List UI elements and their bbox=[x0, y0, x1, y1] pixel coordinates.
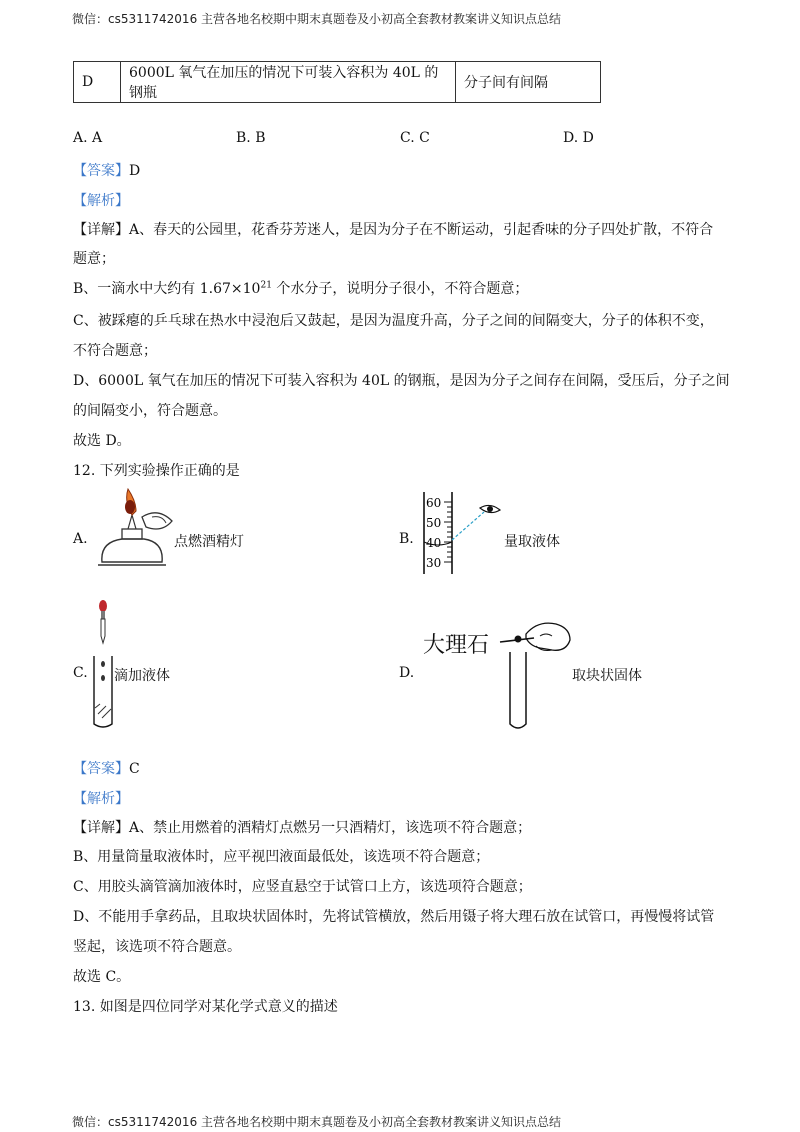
detail-text: A、禁止用燃着的酒精灯点燃另一只酒精灯，该选项不符合题意； bbox=[129, 820, 532, 836]
figure-label-marble: 大理石 bbox=[423, 633, 490, 658]
choice-a: A. A bbox=[73, 130, 103, 146]
tick-label: 30 bbox=[426, 556, 442, 570]
choice-b: B. B bbox=[236, 130, 266, 146]
dropper-figure bbox=[92, 598, 118, 730]
option-c-label: 滴加液体 bbox=[114, 668, 170, 684]
graduated-cylinder-figure bbox=[418, 490, 508, 576]
detail-line: 题意； bbox=[73, 251, 115, 267]
detail-text: 个水分子，说明分子很小，不符合题意； bbox=[271, 281, 529, 297]
detail-line: C、用胶头滴管滴加液体时，应竖直悬空于试管口上方，该选项符合题意； bbox=[73, 879, 532, 895]
detail-line: C、被踩瘪的乒乓球在热水中浸泡后又鼓起，是因为温度升高，分子之间的间隔变大，分子的体积不变， bbox=[73, 313, 714, 329]
detail-tag: 【详解】 bbox=[73, 222, 129, 238]
detail-line bbox=[73, 219, 713, 239]
answer-value: C bbox=[129, 761, 140, 777]
option-a-letter: A. bbox=[73, 531, 88, 547]
detail-text: B、一滴水中大约有 1.67×10 bbox=[73, 281, 261, 297]
detail-line: 不符合题意； bbox=[73, 343, 157, 359]
answer-line bbox=[73, 758, 140, 778]
detail-text: A、春天的公园里，花香芬芳迷人，是因为分子在不断运动，引起香味的分子四处扩散，不符合 bbox=[129, 222, 714, 238]
answer-line bbox=[73, 160, 140, 180]
question-stem: 13. 如图是四位同学对某化学式意义的描述 bbox=[73, 999, 338, 1015]
detail-line: 竖起，该选项不符合题意。 bbox=[73, 939, 241, 955]
option-b-letter: B. bbox=[399, 531, 414, 547]
detail-line bbox=[73, 278, 528, 298]
answer-tag: 【答案】 bbox=[73, 163, 129, 179]
table-cell: 6000L 氧气在加压的情况下可装入容积为 40L 的钢瓶 bbox=[121, 62, 456, 103]
detail-line: 的间隔变小，符合题意。 bbox=[73, 403, 227, 419]
tick-label: 40 bbox=[426, 536, 442, 550]
conclusion: 故选 D。 bbox=[73, 433, 131, 449]
option-d-letter: D. bbox=[399, 665, 415, 681]
tick-label: 50 bbox=[426, 516, 442, 530]
answer-tag: 【答案】 bbox=[73, 761, 129, 777]
superscript: 21 bbox=[260, 280, 272, 291]
question-stem: 12. 下列实验操作正确的是 bbox=[73, 463, 240, 479]
table-cell: 分子间有间隔 bbox=[456, 62, 601, 103]
option-a-label: 点燃酒精灯 bbox=[174, 534, 244, 550]
answer-value: D bbox=[129, 163, 141, 179]
hand-icon bbox=[526, 623, 570, 650]
detail-tag: 【详解】 bbox=[73, 820, 129, 836]
option-table bbox=[73, 61, 601, 103]
page-header: 微信：cs5311742016 主营各地名校期中期末真题卷及小初高全套教材教案讲义知识点总结 bbox=[72, 12, 562, 26]
analysis-tag: 【解析】 bbox=[73, 193, 129, 209]
choice-c: C. C bbox=[400, 130, 430, 146]
detail-line: D、6000L 氧气在加压的情况下可装入容积为 40L 的钢瓶，是因为分子之间存在间隔，受压后，分子之间 bbox=[73, 373, 730, 389]
tick-label: 60 bbox=[426, 496, 442, 510]
detail-line: D、不能用手拿药品，且取块状固体时，先将试管横放，然后用镊子将大理石放在试管口，再慢慢将试管 bbox=[73, 909, 715, 925]
detail-line: B、用量筒量取液体时，应平视凹液面最低处，该选项不符合题意； bbox=[73, 849, 490, 865]
option-b-label: 量取液体 bbox=[504, 534, 560, 550]
option-c-letter: C. bbox=[73, 665, 88, 681]
analysis-tag: 【解析】 bbox=[73, 791, 129, 807]
table-row bbox=[74, 62, 601, 103]
table-cell: D bbox=[74, 62, 121, 103]
detail-line bbox=[73, 817, 531, 837]
page-footer: 微信：cs5311742016 主营各地名校期中期末真题卷及小初高全套教材教案讲义知识点总结 bbox=[72, 1115, 562, 1129]
choice-d: D. D bbox=[563, 130, 594, 146]
alcohol-lamp-figure bbox=[92, 487, 182, 577]
option-d-label: 取块状固体 bbox=[572, 668, 642, 684]
conclusion: 故选 C。 bbox=[73, 969, 131, 985]
test-tube-hand-figure bbox=[496, 612, 576, 732]
